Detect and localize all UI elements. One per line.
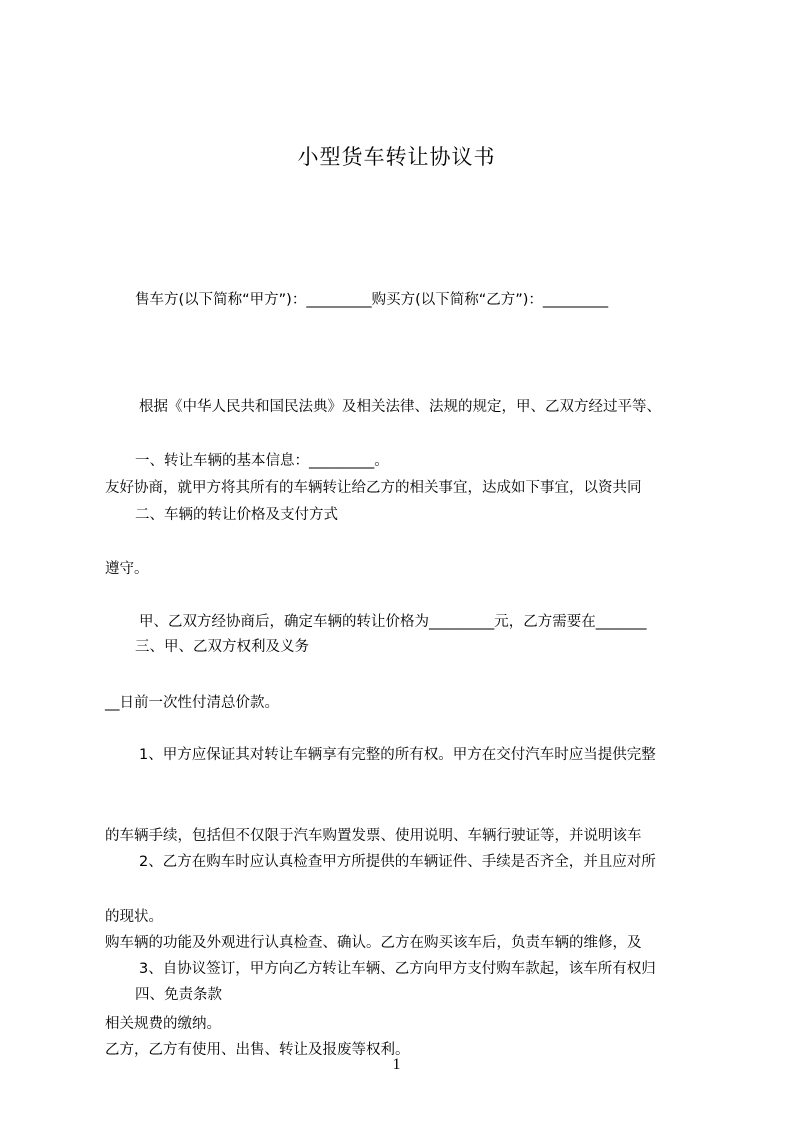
clause-1-line-1: 1、甲方应保证其对转让车辆享有完整的所有权。甲方在交付汽车时应当提供完整 [139, 747, 656, 763]
preamble-line-3: 遵守。 [105, 561, 149, 577]
clause-2-line-3: 相关规费的缴纳。 [105, 1016, 221, 1032]
section-2-heading: 二、车辆的转让价格及支付方式 [135, 507, 338, 523]
clause-2-line-2: 购车辆的功能及外观进行认真检查、确认。乙方在购买该车后，负责车辆的维修，及 [105, 935, 642, 951]
clause-3-line-1: 3、自协议签订，甲方向乙方转让车辆、乙方向甲方支付购车款起，该车所有权归 [139, 961, 656, 977]
document-title: 小型货车转让协议书 [297, 145, 496, 169]
section-4-heading: 四、免责条款 [135, 987, 222, 1003]
section-2-body-line-2: __日前一次性付清总价款。 [105, 695, 279, 711]
section-2-body-line-1: 甲、乙双方经协商后，确定车辆的转让价格为_________元，乙方需要在_______ [139, 614, 647, 630]
clause-3-line-2: 乙方，乙方有使用、出售、转让及报废等权利。 [105, 1042, 410, 1058]
preamble-line-1: 根据《中华人民共和国民法典》及相关法律、法规的规定，甲、乙双方经过平等、 [139, 399, 661, 415]
clause-2-line-1: 2、乙方在购车时应认真检查甲方所提供的车辆证件、手续是否齐全，并且应对所 [139, 854, 656, 870]
clause-1-line-2: 的车辆手续，包括但不仅限于汽车购置发票、使用说明、车辆行驶证等，并说明该车 [105, 828, 642, 844]
preamble-line-2: 友好协商，就甲方将其所有的车辆转让给乙方的相关事宜，达成如下事宜，以资共同 [105, 480, 642, 496]
page-number: 1 [392, 1056, 401, 1073]
section-3-heading: 三、甲、乙双方权利及义务 [135, 639, 309, 655]
clause-1-line-3: 的现状。 [105, 909, 163, 925]
section-1-heading: 一、转让车辆的基本信息：_________。 [135, 453, 389, 469]
clause-3-paragraph [105, 902, 705, 1118]
parties-line: 售车方(以下简称“甲方”)：_________购买方(以下简称“乙方”)：_________ [135, 292, 609, 308]
